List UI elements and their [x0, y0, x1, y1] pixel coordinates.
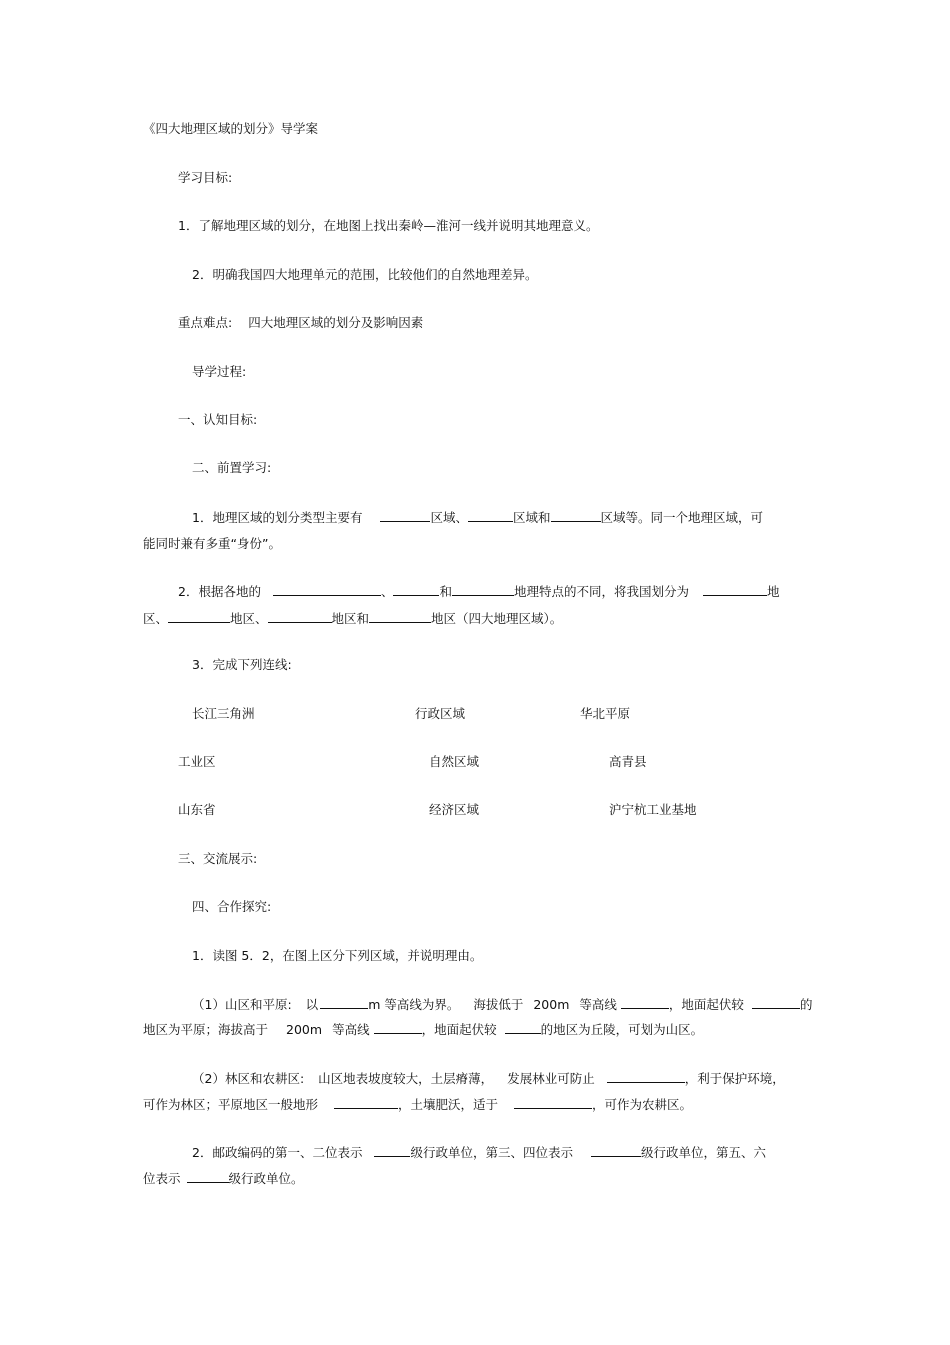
exploration-text: 级行政单位，第三、四位表示: [410, 1145, 573, 1160]
exploration-1-heading: 1．读图 5．2，在图上区分下列区域，并说明理由。: [192, 948, 483, 963]
question-2-text: 地: [767, 584, 780, 599]
exploration-2-line-2: [143, 1170, 304, 1187]
question-2-text: 地理特点的不同，将我国划分为: [514, 584, 690, 599]
exploration-text: 的: [799, 997, 813, 1012]
match-item[interactable]: 工业区: [178, 754, 216, 769]
fill-blank[interactable]: [334, 1096, 398, 1109]
exploration-text: 发展林业可防止: [507, 1071, 595, 1086]
match-item[interactable]: 沪宁杭工业基地: [609, 802, 697, 817]
question-2-text: 、: [380, 584, 394, 599]
exploration-text: ，地面起伏较: [421, 1022, 497, 1037]
fill-blank[interactable]: [607, 1070, 685, 1083]
key-points-text: 四大地理区域的划分及影响因素: [248, 315, 424, 330]
question-2-text: 2．根据各地的: [178, 584, 261, 599]
exploration-text: 的地区为丘陵，可划为山区。: [540, 1022, 704, 1037]
exploration-text: 以: [305, 997, 319, 1012]
objectives-heading: 学习目标:: [178, 170, 233, 185]
match-item[interactable]: 行政区域: [415, 706, 466, 721]
exploration-text: m 等高线为界。: [368, 997, 460, 1012]
exploration-text: 级行政单位，第五、六: [640, 1145, 766, 1160]
exploration-1-part-2-line-2: [143, 1096, 692, 1113]
exploration-text: ，利于保护环境，: [684, 1071, 785, 1086]
match-item[interactable]: 华北平原: [580, 706, 631, 721]
question-2-text: 地区、: [230, 611, 268, 626]
question-2-text: 区、: [143, 611, 169, 626]
question-2-text: 和: [439, 584, 452, 599]
fill-blank[interactable]: [452, 583, 514, 596]
question-2-line-2: [143, 610, 562, 627]
exploration-text: 可作为林区；平原地区一般地形: [143, 1097, 319, 1112]
fill-blank[interactable]: [374, 1021, 422, 1034]
fill-blank[interactable]: [514, 1096, 592, 1109]
exploration-text: （1）山区和平原:: [192, 997, 292, 1012]
exploration-2-line-1: [192, 1144, 766, 1161]
question-1-text: 区域、: [430, 510, 468, 525]
fill-blank[interactable]: [505, 1021, 541, 1034]
fill-blank[interactable]: [551, 509, 601, 522]
question-2-text: 地区（四大地理区域）。: [431, 611, 563, 626]
section-heading-2: 二、前置学习:: [192, 460, 272, 475]
section-heading-1: 一、认知目标:: [178, 412, 258, 427]
match-item[interactable]: 高青县: [609, 754, 647, 769]
question-1-text: 区域等。同一个地理区域，可: [600, 510, 764, 525]
fill-blank[interactable]: [268, 610, 332, 623]
exploration-text: 地区为平原；海拔高于: [143, 1022, 269, 1037]
key-points-label: 重点难点:: [178, 315, 233, 330]
key-points-line: [178, 315, 423, 331]
exploration-text: 2．邮政编码的第一、二位表示: [192, 1145, 363, 1160]
exploration-text: 200m: [533, 997, 570, 1012]
match-item[interactable]: 经济区域: [429, 802, 480, 817]
exploration-text: ，地面起伏较: [668, 997, 744, 1012]
fill-blank[interactable]: [703, 583, 767, 596]
process-heading: 导学过程:: [192, 364, 247, 379]
exploration-1-part-1-line-2: [143, 1021, 703, 1038]
page-title: 《四大地理区域的划分》导学案: [143, 121, 319, 136]
match-item[interactable]: 山东省: [178, 802, 216, 817]
exploration-text: 位表示: [143, 1171, 181, 1186]
exploration-text: 级行政单位。: [228, 1171, 304, 1186]
fill-blank[interactable]: [752, 996, 800, 1009]
question-1-text: 区域和: [512, 510, 551, 525]
exploration-text: ，可作为农耕区。: [592, 1097, 693, 1112]
fill-blank[interactable]: [168, 610, 230, 623]
question-1-text: 1．地理区域的划分类型主要有: [192, 510, 363, 525]
exploration-text: 海拔低于: [473, 997, 524, 1012]
fill-blank[interactable]: [320, 996, 368, 1009]
match-item[interactable]: 自然区域: [429, 754, 480, 769]
fill-blank[interactable]: [393, 583, 439, 596]
fill-blank[interactable]: [380, 509, 430, 522]
exploration-text: 等高线: [579, 997, 617, 1012]
objective-item-1: 1．了解地理区域的划分，在地图上找出秦岭—淮河一线并说明其地理意义。: [178, 218, 599, 233]
objective-item-2: 2．明确我国四大地理单元的范围，比较他们的自然地理差异。: [192, 267, 538, 282]
question-2-line-1: [178, 583, 780, 600]
exploration-1-part-2-line-1: [192, 1070, 785, 1087]
fill-blank[interactable]: [591, 1144, 641, 1157]
question-3-heading: 3．完成下列连线:: [192, 657, 292, 672]
fill-blank[interactable]: [369, 610, 431, 623]
question-1-line-1: [192, 509, 763, 526]
fill-blank[interactable]: [621, 996, 669, 1009]
fill-blank[interactable]: [468, 509, 513, 522]
section-heading-4: 四、合作探究:: [192, 899, 272, 914]
exploration-text: 200m: [286, 1022, 323, 1037]
exploration-text: 等高线: [332, 1022, 370, 1037]
exploration-text: 山区地表坡度较大，土层瘠薄，: [318, 1071, 494, 1086]
exploration-text: （2）林区和农耕区:: [192, 1071, 305, 1086]
fill-blank[interactable]: [187, 1170, 229, 1183]
fill-blank[interactable]: [374, 1144, 410, 1157]
exploration-1-part-1-line-1: [192, 996, 812, 1013]
question-1-line-2: 能同时兼有多重“身份”。: [143, 536, 281, 551]
question-2-text: 地区和: [331, 611, 370, 626]
exploration-text: ，土壤肥沃，适于: [398, 1097, 499, 1112]
section-heading-3: 三、交流展示:: [178, 851, 258, 866]
match-item[interactable]: 长江三角洲: [192, 706, 255, 721]
fill-blank[interactable]: [273, 583, 381, 596]
